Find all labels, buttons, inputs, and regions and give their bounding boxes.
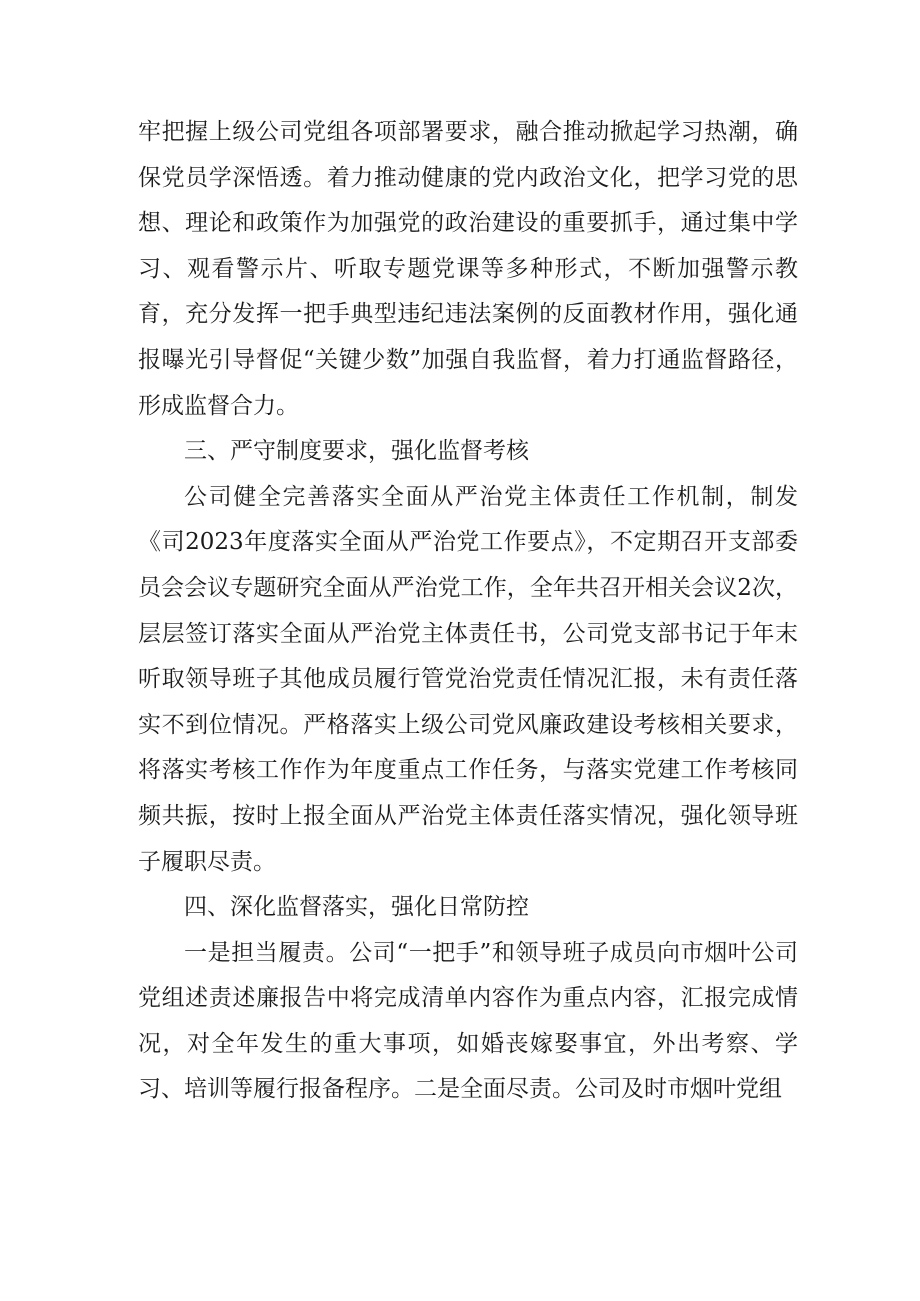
- section-heading-4: 四、深化监督落实，强化日常防控: [184, 894, 529, 921]
- document-body: [138, 110, 798, 1113]
- paragraph-section-4: 一是担当履责。公司“一把手”和领导班子成员向市烟叶公司党组述责述廉报告中将完成清单内容作为重点内容，汇报完成情况，对全年发生的重大事项，如婚丧嫁娶事宜，外出考察、学习、培训等履行报备程序。二是全面尽责。公司及时市烟叶党组: [138, 939, 798, 1103]
- section-heading-3: 三、严守制度要求，强化监督考核: [184, 438, 529, 465]
- paragraph-continued: 牢把握上级公司党组各项部署要求，融合推动掀起学习热潮，确保党员学深悟透。着力推动健康的党内政治文化，把学习党的思想、理论和政策作为加强党的政治建设的重要抓手，通过集中学习、观看警示片、听取专题党课等多种形式，不断加强警示教育，充分发挥一把手典型违纪违法案例的反面教材作用，强化通报曝光引导督促“关键少数”加强自我监督，着力打通监督路径，形成监督合力。: [138, 119, 798, 419]
- paragraph-section-3: 公司健全完善落实全面从严治党主体责任工作机制，制发《司2023年度落实全面从严治党工作要点》，不定期召开支部委员会会议专题研究全面从严治党工作，全年共召开相关会议2次，层层签订落实全面从严治党主体责任书，公司党支部书记于年末听取领导班子其他成员履行管党治党责任情况汇报，未有责任落实不到位情况。严格落实上级公司党风廉政建设考核相关要求，将落实考核工作作为年度重点工作任务，与落实党建工作考核同频共振，按时上报全面从严治党主体责任落实情况，强化领导班子履职尽责。: [138, 483, 798, 875]
